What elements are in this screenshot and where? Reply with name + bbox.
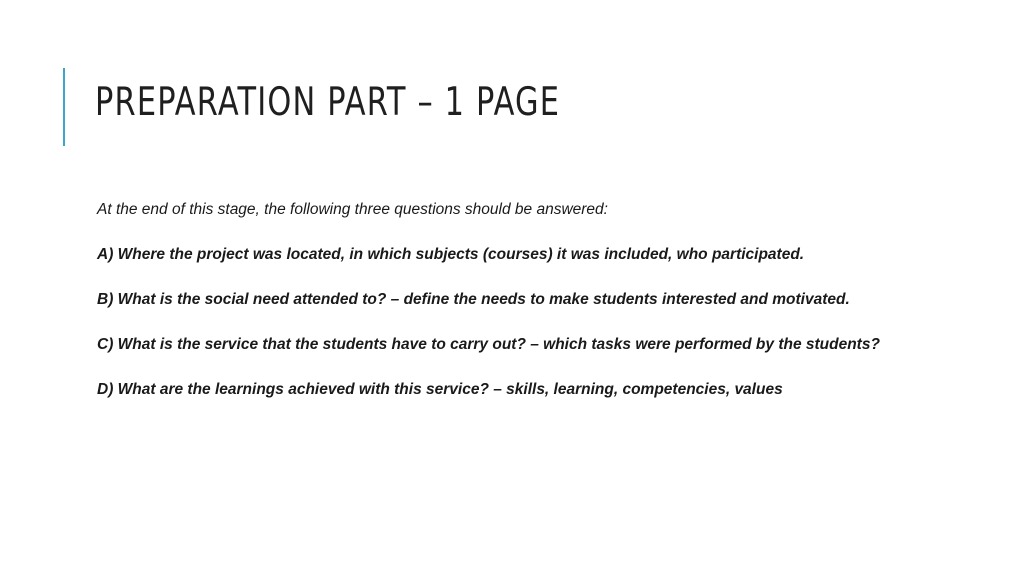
question-b: B) What is the social need attended to? – define the needs to make students interested and motivated. <box>97 291 850 308</box>
intro-text: At the end of this stage, the following three questions should be answered: <box>97 201 608 218</box>
title-accent-bar <box>63 68 65 146</box>
question-a: A) Where the project was located, in which subjects (courses) it was included, who participated. <box>97 246 805 263</box>
question-c: C) What is the service that the students have to carry out? – which tasks were performed by the students? <box>97 336 880 353</box>
question-d: D) What are the learnings achieved with this service? – skills, learning, competencies, values <box>97 381 783 398</box>
slide-body <box>97 197 897 422</box>
slide-title: PREPARATION PART – 1 PAGE <box>95 80 561 125</box>
